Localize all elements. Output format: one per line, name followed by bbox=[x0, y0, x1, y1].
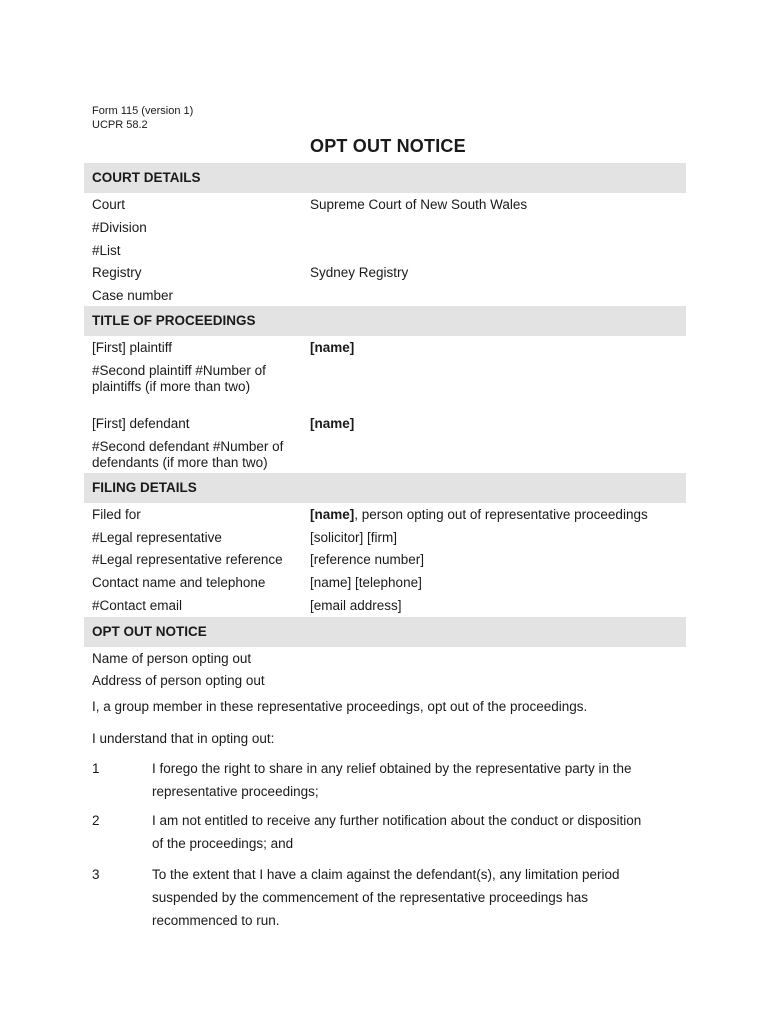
item-1-number: 1 bbox=[92, 761, 100, 776]
first-defendant-label: [First] defendant bbox=[92, 416, 190, 431]
filed-for-value bbox=[310, 507, 648, 523]
first-plaintiff-label: [First] plaintiff bbox=[92, 340, 173, 355]
filed-for-description: , person opting out of representative proceedings bbox=[354, 507, 648, 522]
email-value: [email address] bbox=[310, 598, 402, 613]
contact-label: Contact name and telephone bbox=[92, 575, 266, 590]
email-label: #Contact email bbox=[92, 598, 183, 613]
page-title: OPT OUT NOTICE bbox=[310, 136, 466, 156]
opt-out-notice-heading: OPT OUT NOTICE bbox=[84, 617, 686, 647]
item-3-line3: recommenced to run. bbox=[152, 913, 280, 928]
legal-representative-value: [solicitor] [firm] bbox=[310, 530, 398, 545]
second-defendant-label-line1: #Second defendant #Number of bbox=[92, 439, 284, 454]
item-3-number: 3 bbox=[92, 867, 100, 882]
item-3-text bbox=[152, 863, 682, 932]
item-3-line2: suspended by the commencement of the representative proceedings has bbox=[152, 890, 589, 905]
division-label: #Division bbox=[92, 220, 147, 235]
opt-out-statement: I, a group member in these representative proceedings, opt out of the proceedings. bbox=[92, 699, 588, 714]
item-2-number: 2 bbox=[92, 813, 100, 828]
item-2-line2: of the proceedings; and bbox=[152, 836, 294, 851]
filing-details-heading: FILING DETAILS bbox=[84, 473, 686, 503]
second-plaintiff-label-line2: plaintiffs (if more than two) bbox=[92, 379, 251, 394]
item-1-line2: representative proceedings; bbox=[152, 784, 319, 799]
item-3-line1: To the extent that I have a claim against the defendant(s), any limitation period bbox=[152, 867, 620, 882]
item-1-text bbox=[152, 757, 682, 803]
item-2-line1: I am not entitled to receive any further notification about the conduct or disposition bbox=[152, 813, 642, 828]
second-defendant-label-line2: defendants (if more than two) bbox=[92, 455, 268, 470]
case-number-label: Case number bbox=[92, 288, 174, 303]
person-address-label: Address of person opting out bbox=[92, 673, 265, 688]
item-1-line1: I forego the right to share in any relief obtained by the representative party in the bbox=[152, 761, 632, 776]
first-defendant-value: [name] bbox=[310, 416, 355, 431]
registry-label: Registry bbox=[92, 265, 142, 280]
legal-reference-value: [reference number] bbox=[310, 552, 425, 567]
registry-value: Sydney Registry bbox=[310, 265, 409, 280]
first-plaintiff-value: [name] bbox=[310, 340, 355, 355]
legal-reference-label: #Legal representative reference bbox=[92, 552, 283, 567]
court-value: Supreme Court of New South Wales bbox=[310, 197, 528, 212]
form-rule: UCPR 58.2 bbox=[92, 119, 148, 131]
form-number: Form 115 (version 1) bbox=[92, 105, 194, 117]
second-plaintiff-label-line1: #Second plaintiff #Number of bbox=[92, 363, 266, 378]
item-2-text bbox=[152, 809, 682, 855]
contact-value: [name] [telephone] bbox=[310, 575, 422, 590]
court-details-heading: COURT DETAILS bbox=[84, 163, 686, 193]
title-of-proceedings-heading: TITLE OF PROCEEDINGS bbox=[84, 306, 686, 336]
court-label: Court bbox=[92, 197, 126, 212]
filed-for-label: Filed for bbox=[92, 507, 141, 522]
form-reference bbox=[92, 104, 193, 132]
filed-for-name: [name] bbox=[310, 507, 355, 522]
person-name-label: Name of person opting out bbox=[92, 651, 252, 666]
understand-statement: I understand that in opting out: bbox=[92, 731, 275, 746]
list-label: #List bbox=[92, 243, 121, 258]
legal-representative-label: #Legal representative bbox=[92, 530, 222, 545]
